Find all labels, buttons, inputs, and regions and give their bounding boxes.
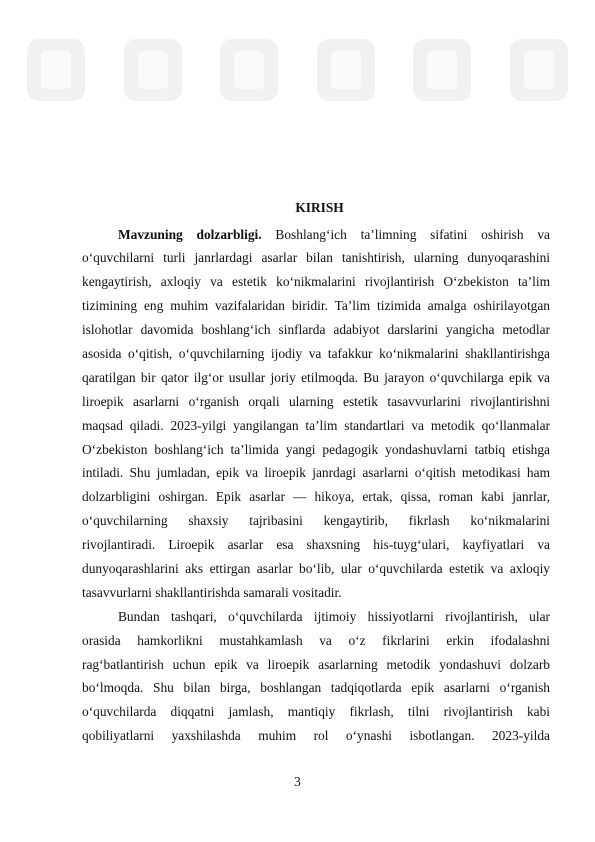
watermark-logo-icon <box>25 37 87 103</box>
text-line: o‘quvchilarni turli janrlardagi asarlar bilan tanishtirish, ularning dunyoqarashini <box>82 250 550 266</box>
text-line: asosida o‘qitish, o‘quvchilarning ijodiy va tafakkur ko‘nikmalarini shakllantirishga <box>82 345 550 361</box>
text-line: tizimining eng muhim vazifalaridan biridir. Ta’lim tizimida amalga oshirilayotgan <box>82 298 550 314</box>
text-line: liroepik asarlarni o‘rganish orqali ularning estetik tasavvurlarini rivojlantirishni <box>82 393 550 409</box>
text-line: rag‘batlantirish uchun epik va liroepik asarlarning metodik yondashuvi dolzarb <box>82 656 550 672</box>
text-line: islohotlar davomida boshlang‘ich sinflarda adabiyot darslarini yangicha metodlar <box>82 322 550 338</box>
text-line <box>82 223 550 247</box>
text-line: o‘quvchilarda diqqatni jamlash, mantiqiy fikrlash, tilni rivojlantirish kabi <box>82 704 550 720</box>
text-line: tasavvurlarni shakllantirishda samarali vositadir. <box>82 584 342 600</box>
watermark-strip <box>0 10 595 130</box>
page-number: 3 <box>294 774 301 789</box>
text-line: O‘zbekiston boshlang‘ich ta’limida yangi pedagogik yondashuvlarni tatbiq etishga <box>82 441 550 457</box>
document-body <box>82 223 550 749</box>
watermark-logo-icon <box>218 37 280 103</box>
watermark-logo-icon <box>411 37 473 103</box>
text-line-rest: Boshlang‘ich ta’limning sifatini oshirish va <box>261 226 550 242</box>
lead-bold-text: Mavzuning dolzarbligi. <box>118 226 262 242</box>
text-line: kengaytirish, axloqiy va estetik ko‘nikmalarini rivojlantirish O‘zbekiston ta’lim <box>82 274 550 290</box>
text-line: dunyoqarashlarini aks ettirgan asarlar bo‘lib, ular o‘quvchilarda estetik va axloqiy <box>82 560 550 576</box>
text-line: intiladi. Shu jumladan, epik va liroepik janrdagi asarlarni o‘qitish metodikasi ham <box>82 465 550 481</box>
watermark-logo-icon <box>315 37 377 103</box>
text-line: Bundan tashqari, o‘quvchilarda ijtimoiy hissiyotlarni rivojlantirish, ular <box>118 608 550 624</box>
section-heading: KIRISH <box>295 200 344 215</box>
text-line: qaratilgan bir qator ilg‘or usullar joriy etilmoqda. Bu jarayon o‘quvchilarga epik va <box>82 369 550 385</box>
watermark-logo-icon <box>508 37 570 103</box>
text-line: rivojlantiradi. Liroepik asarlar esa shaxsning his-tuyg‘ulari, kayfiyatlari va <box>82 537 550 553</box>
text-line: orasida hamkorlikni mustahkamlash va o‘z fikrlarini erkin ifodalashni <box>82 632 550 648</box>
text-line: dolzarbligini oshirgan. Epik asarlar — hikoya, ertak, qissa, roman kabi janrlar, <box>82 489 550 505</box>
watermark-logo-icon <box>122 37 184 103</box>
text-line: o‘quvchilarning shaxsiy tajribasini kengaytirib, fikrlash ko‘nikmalarini <box>82 513 550 529</box>
text-line: bo‘lmoqda. Shu bilan birga, boshlangan tadqiqotlarda epik asarlarni o‘rganish <box>82 680 550 696</box>
text-line: qobiliyatlarni yaxshilashda muhim rol o‘ynashi isbotlangan. 2023-yilda <box>82 728 550 744</box>
text-line: maqsad qiladi. 2023-yilgi yangilangan ta’lim standartlari va metodik qo‘llanmalar <box>82 417 550 433</box>
